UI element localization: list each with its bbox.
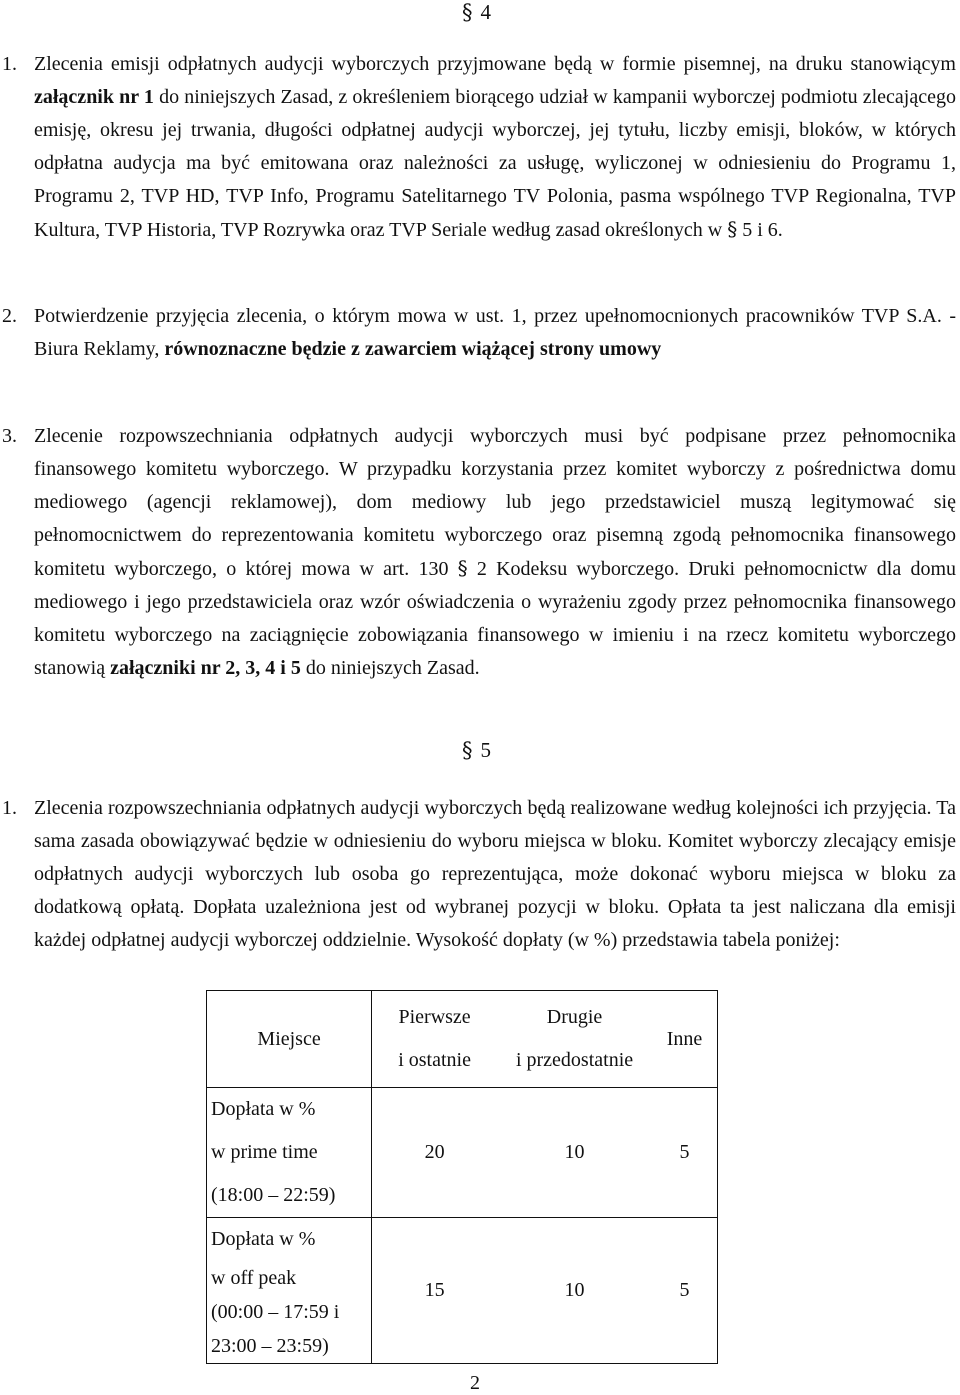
section-5-heading xyxy=(462,738,491,763)
section-sign: § xyxy=(457,556,468,580)
contract-clause: równoznaczne będzie z zawarciem wiążącej strony umowy xyxy=(164,338,662,360)
attachment-reference: załącznik nr 1 xyxy=(34,86,154,108)
section-4-paragraph-3 xyxy=(2,420,956,685)
paragraph-number: 3. xyxy=(2,425,17,447)
paragraph-text: Zlecenia emisji odpłatnych audycji wyborczych przyjmowane będą w formie pisemnej, na druku stanowiącym xyxy=(34,53,956,75)
value-first-last: 20 xyxy=(424,1141,445,1163)
section-sign: § xyxy=(727,217,738,241)
paragraph-number: 1. xyxy=(2,797,17,819)
header-first-line-1: Pierwsze xyxy=(398,1006,471,1028)
paragraph-text: Zlecenie rozpowszechniania odpłatnych audycji wyborczych musi być podpisane przez pełnomocnika finansowego komitetu wyborczego. W przypadku korzystania przez komitet wyborczy z pośrednictwa domu mediowego (agencji reklamowej), dom mediowy lub jego przedstawiciel muszą legitymować się pełnomocnictwem do reprezentowania komitetu wyborczego oraz pisemną zgodą pełnomocnika finansowego komitetu wyborczego, o której mowa w art. 130 xyxy=(34,425,956,580)
paragraph-text: do niniejszych Zasad, z określeniem biorącego udział w kampanii wyborczej podmiotu zlecającego emisję, okresu jej trwania, długości odpłatnej audycji wyborczej, jej tytułu, liczby emisji, bloków, w których odpłatna audycja ma być emitowana oraz należności za usługę, wyliczonej w odniesieniu do Programu 1, Programu 2, TVP HD, TVP Info, Programu Satelitarnego TV Polonia, pasma wspólnego TVP Regionalna, TVP Kultura, TVP Historia, TVP Rozrywka oraz TVP Seriale według zasad określonych w xyxy=(34,86,956,241)
header-first-line-2: i ostatnie xyxy=(398,1049,471,1071)
row-label-line: (18:00 – 22:59) xyxy=(211,1184,336,1206)
section-sign: § xyxy=(462,738,473,762)
header-second-line-2: i przedostatnie xyxy=(515,1049,634,1071)
row-label-line: Dopłata w % xyxy=(211,1098,316,1120)
row-label-line: 23:00 – 23:59) xyxy=(211,1335,329,1357)
value-second: 10 xyxy=(564,1279,585,1301)
value-other: 5 xyxy=(679,1141,690,1163)
table-header-row xyxy=(207,991,718,1088)
header-cell-positions xyxy=(372,991,718,1088)
value-other: 5 xyxy=(679,1279,690,1301)
section-sign: § xyxy=(462,0,473,24)
table-row xyxy=(207,1088,718,1218)
header-first-last xyxy=(375,996,495,1082)
table-row xyxy=(207,1218,718,1364)
header-other xyxy=(655,996,715,1082)
page-number: 2 xyxy=(470,1372,480,1394)
row-label-off-peak xyxy=(207,1218,372,1364)
section-5-paragraph-1 xyxy=(2,792,956,957)
section-4-paragraph-1 xyxy=(2,48,956,247)
value-second: 10 xyxy=(564,1141,585,1163)
section-4-heading xyxy=(462,0,491,25)
header-second xyxy=(500,996,650,1082)
paragraph-text: 5 i 6. xyxy=(737,219,783,241)
surcharge-table xyxy=(206,990,718,1364)
header-second-line-1: Drugie xyxy=(546,1006,603,1028)
section-4-paragraph-2 xyxy=(2,300,956,366)
paragraph-number: 2. xyxy=(2,305,17,327)
header-cell-place xyxy=(207,991,372,1088)
header-place-label: Miejsce xyxy=(257,1027,321,1050)
row-values-off-peak xyxy=(372,1218,718,1364)
paragraph-text: Potwierdzenie przyjęcia zlecenia, o którym mowa w ust. 1, przez upełnomocnionych pracowników TVP S.A. - Biura Reklamy, xyxy=(34,305,956,360)
row-label-line: w prime time xyxy=(211,1141,318,1163)
section-number: 4 xyxy=(480,0,491,24)
row-label-line: Dopłata w % xyxy=(211,1228,316,1250)
header-other-label: Inne xyxy=(666,1027,703,1050)
attachments-reference: załączniki nr 2, 3, 4 i 5 xyxy=(110,657,301,679)
row-values-prime-time xyxy=(372,1088,718,1218)
value-first-last: 15 xyxy=(424,1279,445,1301)
row-label-prime-time xyxy=(207,1088,372,1218)
row-label-line: w off peak xyxy=(211,1267,297,1289)
paragraph-number: 1. xyxy=(2,53,17,75)
paragraph-text: Zlecenia rozpowszechniania odpłatnych audycji wyborczych będą realizowane według kolejności ich przyjęcia. Ta sama zasada obowiązywać będzie w odniesieniu do wyboru miejsca w bloku. Komitet wyborczy zlecający emisje odpłatnych audycji wyborczych lub osoba go reprezentująca, może dokonać wyboru miejsca w bloku za dodatkową opłatą. Dopłata uzależniona jest od wybranej pozycji w bloku. Opłata ta jest naliczana dla emisji każdej odpłatnej audycji wyborczej oddzielnie. Wysokość dopłaty (w %) przedstawia tabela poniżej: xyxy=(34,797,956,951)
row-label-line: (00:00 – 17:59 i xyxy=(211,1301,340,1323)
paragraph-text: do niniejszych Zasad. xyxy=(300,657,480,679)
section-number: 5 xyxy=(480,738,491,762)
paragraph-text: 2 Kodeksu wyborczego. Druki pełnomocnictw dla domu mediowego i jego przedstawiciela oraz wzór oświadczenia o wyrażeniu zgody przez pełnomocnika finansowego komitetu wyborczego na zaciągnięcie zobowiązania finansowego w imieniu i na rzecz komitetu wyborczego stanowią xyxy=(34,558,956,679)
